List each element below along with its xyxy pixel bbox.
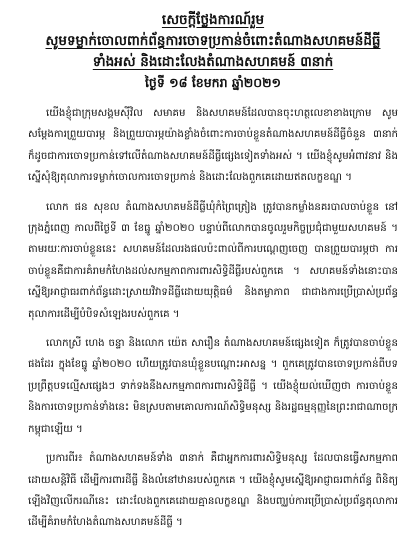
statement-title: សេចក្តីថ្លែងការណ៍រួម (161, 12, 265, 28)
statement-subtitle-line-2: ទាំងអស់ និងដោះលែងតំណាងសហគមន៍ ៣នាក់ (92, 54, 334, 70)
body-paragraph-3: លោកស្រី ហេង ចន្ទា និងលោក យ៉េត សារឿន តំណាងសហគមន៍ផ្សេងទៀត ក៏ត្រូវបានចាប់ខ្លួនផងដែរ ក្នុងខែធ្នូ ឆ្នាំ២០២០ ហើយត្រូវបានឃុំខ្លួនបណ្តោះអាសន្ន ។ ពួកគេត្រូវបានចោទប្រកាន់ពីបទប្រព្រឹត្តបទល្មើសផ្សេងៗ ទាក់ទងនឹងសកម្មភាពការពារសិទ្ធិដីធ្លី ។ យើងខ្ញុំយល់ឃើញថា ការចាប់ខ្លួននិងការចោទប្រកាន់ទាំងនេះ មិនស្របតាមគោលការណ៍សិទ្ធិមនុស្ស និងរដ្ឋធម្មនុញ្ញនៃព្រះរាជាណាចក្រកម្ពុជាឡើយ ។ (28, 338, 398, 435)
body-paragraph-2: លោក ផន សុខល តំណាងសហគមន៍ដីធ្លីឃុំកំព្រៃត្រៀង ត្រូវបានកម្លាំងនគរបាលចាប់ខ្លួន នៅក្រុងភ្នំពេញ កាលពីថ្ងៃទី ៣ ខែធ្នូ ឆ្នាំ២០២០ បន្ទាប់ពីលោកបានចូលរួមកិច្ចប្រជុំជាមួយសហគមន៍ ។ តាមរយៈការចាប់ខ្លួននេះ សហគមន៍ដែលរងផលប៉ះពាល់ពីការបណ្តេញចេញ បានព្រួយបារម្ភថា ការចាប់ខ្លួនគឺជាការគំរាមកំហែងដល់សកម្មភាពការពារសិទ្ធិដីធ្លីរបស់ពួកគេ ។ សហគមន៍ទាំងនោះបានស្នើឱ្យអាជ្ញាធរពាក់ព័ន្ធដោះស្រាយវិវាទដីធ្លីដោយយុត្តិធម៌ និងតម្លាភាព ជាជាងការប្រើប្រាស់ប្រព័ន្ធតុលាការដើម្បីបំបិទសំឡេងរបស់ពួកគេ ។ (28, 201, 398, 320)
body-paragraph-1: យើងខ្ញុំជាក្រុមសង្គមស៊ីវិល សមាគម និងសហគមន៍ដែលបានចុះហត្ថលេខាខាងក្រោម សូមសម្តែងការព្រួយបារម្ភ និងព្រួយបារម្ភយ៉ាងខ្លាំងចំពោះការចាប់ខ្លួនតំណាងសហគមន៍ដីធ្លីចំនួន ៣នាក់ ក៏ដូចជាការចោទប្រកាន់ទៅលើតំណាងសហគមន៍ដីធ្លីផ្សេងទៀតទាំងអស់ ។ យើងខ្ញុំសូមអំពាវនាវ និងស្នើសុំឱ្យតុលាការទម្លាក់ចោលការចោទប្រកាន់ និងដោះលែងពួកគេដោយឥតលក្ខខណ្ឌ ។ (28, 108, 398, 184)
body-paragraph-4: ប្រការពីរ៖ តំណាងសហគមន៍ទាំង ៣នាក់ គឺជាអ្នកការពារសិទ្ធិមនុស្ស ដែលបានធ្វើសកម្មភាពដោយសន្តិវិធី ដើម្បីការពារដីធ្លី និងលំនៅឋានរបស់ពួកគេ ។ យើងខ្ញុំសូមស្នើឱ្យអាជ្ញាធរពាក់ព័ន្ធ ពិនិត្យឡើងវិញលើករណីនេះ ដោះលែងពួកគេដោយគ្មានលក្ខខណ្ឌ និងបញ្ឈប់ការប្រើប្រាស់ប្រព័ន្ធតុលាការ ដើម្បីគំរាមកំហែងតំណាងសហគមន៍ដីធ្លី ។ (28, 453, 398, 529)
statement-date: ថ្ងៃទី ១៨ ខែមករា ឆ្នាំ២០២១ (144, 75, 282, 90)
statement-subtitle-line-1: សូមទម្លាក់ចោលពាក់ព័ន្ធការចោទប្រកាន់ចំពោះតំណាងសហគមន៍ដីធ្លី (45, 33, 381, 49)
statement-header (28, 10, 398, 93)
